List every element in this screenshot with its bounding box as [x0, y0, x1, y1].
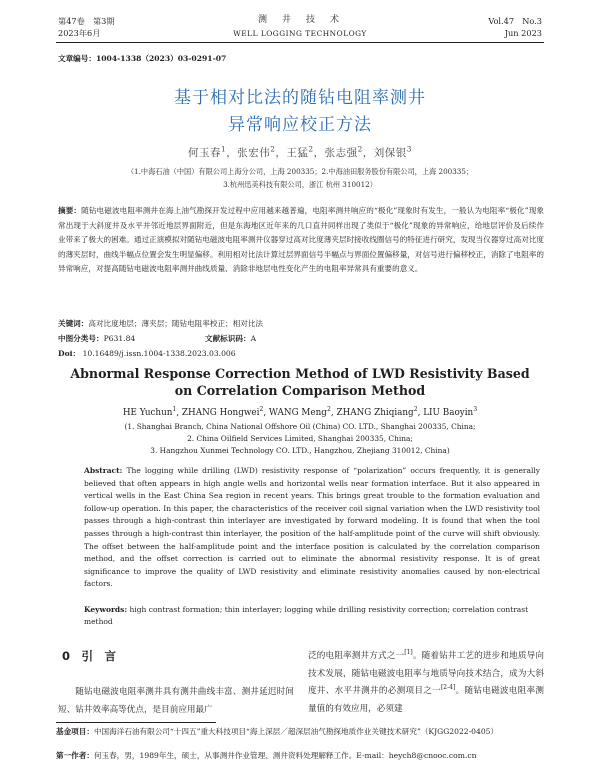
footnote-fund [56, 726, 544, 737]
fund-label: 基金项目： [56, 727, 94, 736]
author-label: 第一作者： [56, 751, 94, 760]
keywords-en [84, 604, 540, 629]
header-volume-en: Vol.47 No.3 [488, 16, 542, 26]
authors-en: HE Yuchun$^1$, ZHANG Hongwei$^2$, WANG Meng$^2$, ZHANG Zhiqiang$^2$, LIU Baoyin$^3$ [122, 406, 478, 418]
header-date: 2023年6月 [58, 28, 101, 38]
keywords-cn [58, 318, 263, 329]
header-rule [56, 42, 544, 43]
fund-text: 中国海洋石油有限公司“十四五”重大科技项目“海上深层／超深层油气勘探地质作业关键技术研究”（KJGG2022-0405） [93, 727, 499, 736]
document-code-label: 文献标识码： [205, 334, 251, 343]
affiliation-cn-line1: （1.中海石油（中国）有限公司上海分公司，上海 200335；2.中海油田服务股份有限公司，上海 200335； [126, 167, 474, 176]
article-number: 文章编号：1004-1338（2023）03-0291-07 [58, 54, 227, 63]
authors-cn: 何玉春$^1$，张宏伟$^2$，王猛$^2$，张志强$^2$，刘保银$^3$ [188, 144, 412, 159]
abstract-cn-text: 随钻电磁波电阻率测井在海上油气勘探开发过程中应用越来越普遍，电阻率测井响应的“极化”现象时有发生，一般认为电阻率“极化”现象常出现于大斜度井及水平井邻近地层界面附近，但是东海地区近年来的几口直井同样出现了类似于“极化”现象的异常响应，给地层评价及后续作业带来了极大的困难。通过正演模拟对随钻电磁波电阻率测井仪器穿过高对比度薄夹层时接收线圈信号的特征进行研究，发现当仪器穿过高对比度的薄夹层时，曲线半幅点位置会发生明显偏移。利用相对比法计算过层界面信号半幅点与界面位置偏移量，对信号进行偏移校正，消除了电阻率的异常响应，对提高随钻电磁波电阻率测井曲线质量、消除非地层电性变化产生的电阻率异常具有重要的意义。 [58, 206, 544, 273]
affiliation-en-line1: (1. Shanghai Branch, China National Offshore Oil (China) CO. LTD., Shanghai 200335, China; [124, 422, 476, 431]
title-cn-line2: 异常响应校正方法 [228, 115, 372, 135]
section-heading [62, 648, 116, 664]
affiliation-cn-line2: 3.杭州迅美科技有限公司，浙江 杭州 310012） [223, 180, 377, 189]
doi-value: 10.16489/j.issn.1004-1338.2023.03.006 [82, 349, 236, 358]
section-number: 0 [62, 649, 71, 663]
journal-name-cn: 测 井 技 术 [257, 15, 342, 25]
keywords-en-text: high contrast formation; thin interlayer; logging while drilling resistivity correction; correlation contrast method [84, 605, 529, 627]
footnote-rule [56, 722, 216, 723]
abstract-en [84, 465, 540, 605]
title-en-line1: Abnormal Response Correction Method of LWD Resistivity Based [70, 366, 530, 381]
document-code [205, 333, 256, 344]
keywords-en-label: Keywords: [84, 605, 128, 614]
abstract-en-text: The logging while drilling (LWD) resistivity response of “polarization” occurs frequently, it is generally believed that often appears in high angle wells and horizontal wells near formation interface. But it also appeared in vertical wells in the East China Sea region in recent years. This brings great trouble to the formation evaluation and follow-up operation. In this paper, the characteristics of the receiver coil signal variation when the LWD resistivity tool passes through a high-contrast thin interlayer are investigated by forward modeling. It is found that when the tool passes through a high-contrast thin interlayer, the position of the half-amplitude point of the curve will shift obviously. The offset between the half-amplitude point and the interface position is calculated by the correlation comparison method, and the offset correction is carried out to eliminate the abnormal resistivity response. It is of great significance to improve the quality of LWD resistivity and eliminate resistivity anomalies caused by non-electrical factors. [84, 466, 540, 589]
clc-value: P631.84 [103, 334, 136, 343]
abstract-cn-label: 摘要： [58, 206, 82, 215]
doi [58, 348, 236, 359]
affiliation-en-line2: 2. China Oilfield Services Limited, Shanghai 200335, China; [187, 434, 413, 443]
header-date-en: Jun 2023 [504, 28, 542, 38]
keywords-cn-label: 关键词： [58, 319, 89, 328]
body-left-column: 随钻电磁波电阻率测井具有测井曲线丰富、测井延迟时间短、钻井效率高等优点，是目前应用最广 [58, 687, 294, 715]
body-right-column: 泛的电阻率测井方式之一[1]。随着钻井工艺的进步和地质导向技术发展，随钻电磁波电阻率与地质导向技术结合，成为大斜度井、水平井测井的必测项目之一[2-4]。随钻电磁波电阻率测量值的有效应用，必须建 [308, 649, 544, 714]
clc-label: 中图分类号： [58, 334, 104, 343]
footnote-author [56, 750, 544, 761]
title-cn-line1: 基于相对比法的随钻电阻率测井 [174, 88, 426, 108]
author-text: 何玉春，男，1989年生，硕士，从事测井作业管理、测井资料处理解释工作。E-mail：heych8@cnooc.com.cn [93, 751, 477, 760]
clc-number [58, 333, 135, 344]
section-title: 引 言 [81, 649, 117, 663]
doi-label: Doi： [58, 349, 81, 358]
abstract-cn [58, 204, 544, 316]
title-en-line2: on Correlation Comparison Method [174, 383, 426, 398]
abstract-en-label: Abstract: [84, 466, 123, 475]
keywords-cn-text: 高对比度地层；薄夹层；随钻电阻率校正；相对比法 [88, 319, 264, 328]
header-volume: 第47卷 第3期 [58, 16, 115, 26]
journal-name-en: WELL LOGGING TECHNOLOGY [233, 29, 367, 38]
affiliation-en-line3: 3. Hangzhou Xunmei Technology CO. LTD., Hangzhou, Zhejiang 310012, China) [150, 446, 450, 455]
document-code-value: A [250, 334, 257, 343]
